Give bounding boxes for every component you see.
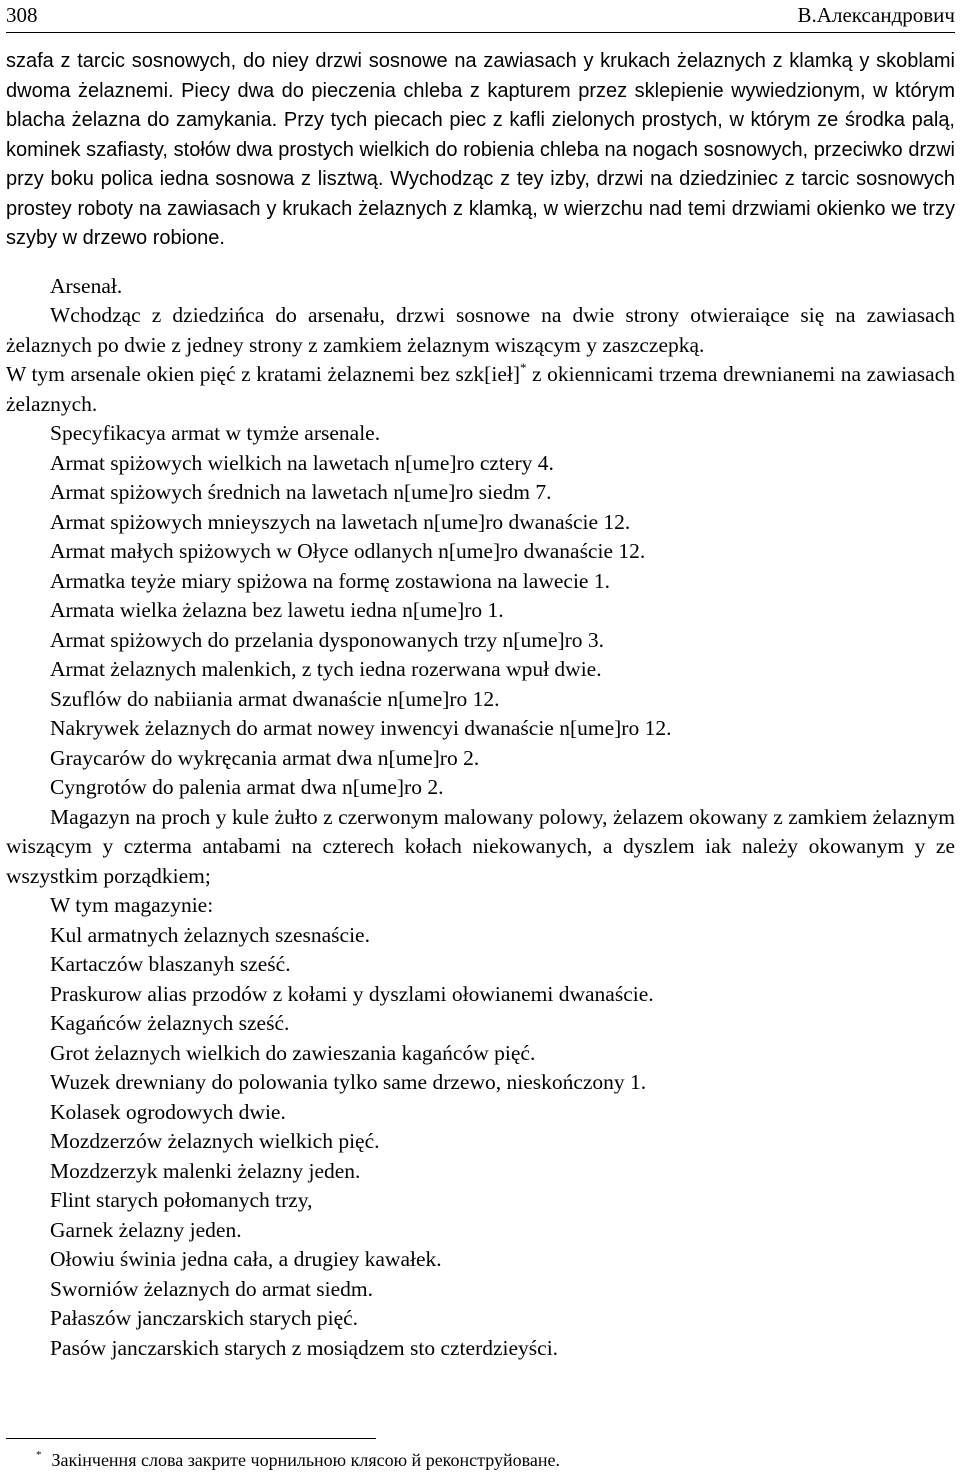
list-item: Sworniów żelaznych do armat siedm. — [50, 1276, 374, 1301]
list-item: Armat spiżowych mnieyszych na lawetach n[ume]ro dwanaście 12. — [50, 509, 631, 534]
list-item: Szuflów do nabiiania armat dwanaście n[ume]ro 12. — [50, 686, 500, 711]
list-item: Mozdzerzyk malenki żelazny jeden. — [50, 1158, 361, 1183]
windows-text-b: z okiennicami trzema drewnianemi na zawiasach żelaznych. — [6, 362, 955, 416]
list-item: Armatka teyże miary spiżowa na formę zostawiona na lawecie 1. — [50, 568, 610, 593]
list-item: Armata wielka żelazna bez lawetu iedna n[ume]ro 1. — [50, 598, 504, 622]
list-item: Kul armatnych żelaznych szesnaście. — [50, 922, 370, 947]
list-item: Kartaczów blaszanyh sześć. — [50, 952, 291, 976]
header-rule — [6, 32, 955, 33]
document-page — [6, 0, 955, 1363]
footnote-text: Закінчення слова закрите чорнильною клясою й реконструйоване. — [51, 1450, 560, 1470]
arsenal-entry-paragraph: Wchodząc z dziedzińca do arsenału, drzwi sosnowe na dwie strony otwieraiące się na zawiasach żelaznych po dwie z jedney strony z zamkiem żelaznym wiszącym y zaszczepką. — [6, 303, 955, 357]
list-item: Armat spiżowych wielkich na lawetach n[ume]ro cztery 4. — [50, 450, 554, 475]
list-item: Armat spiżowych średnich na lawetach n[ume]ro siedm 7. — [50, 480, 552, 504]
running-head-author: В.Александрович — [797, 3, 955, 27]
section-gap — [6, 254, 955, 272]
windows-text-a: W tym arsenale okien pięć z kratami żelaznemi bez szk[ieł] — [6, 362, 520, 386]
list-item: Pałaszów janczarskich starych pięć. — [50, 1306, 359, 1330]
footnote-rule — [6, 1438, 376, 1439]
list-item: Armat małych spiżowych w Ołyce odlanych n[ume]ro dwanaście 12. — [50, 539, 646, 563]
list-item: Armat żelaznych malenkich, z tych iedna rozerwana wpuł dwie. — [50, 657, 602, 681]
magazine-heading: W tym magazynie: — [50, 893, 214, 917]
list-item: Garnek żelazny jeden. — [50, 1217, 242, 1242]
intro-text-b: Przy tych piecach piec z kafli zielonych prostych, w którym ze środka palą, kominek szafiasty, stołów dwa prostych wielkich do robienia chleba na nogach sosnowych, przeciwko drzwi przy boku polica iedna sosnowa z lisztwą. Wychodząc z tey izby, drzwi na dziedziniec z tarcic sosnowych prostey roboty na zawiasach y krukach żelaznych z klamką, w wierzchu nad temi drzwiami okienko we trzy szyby w drzewo robione. — [6, 109, 955, 249]
arsenal-item-list — [6, 449, 955, 803]
list-item: Kolasek ogrodowych dwie. — [50, 1099, 286, 1124]
arsenal-heading: Arsenał. — [50, 273, 123, 298]
page-number: 308 — [6, 3, 38, 27]
list-item: Grot żelaznych wielkich do zawieszania kagańców pięć. — [50, 1040, 536, 1065]
list-item: Mozdzerzów żelaznych wielkich pięć. — [50, 1129, 380, 1153]
list-item: Pasów janczarskich starych z mosiądzem sto czterdzieyści. — [50, 1335, 559, 1360]
list-item: Flint starych połomanych trzy, — [50, 1188, 313, 1212]
list-item: Ołowiu świnia jedna cała, a drugiey kawałek. — [50, 1247, 442, 1271]
magazine-item-list — [6, 921, 955, 1364]
footnote-mark: * — [36, 1449, 42, 1461]
specification-heading: Specyfikacya armat w tymże arsenale. — [50, 421, 381, 445]
intro-text-a: szafa z tarcic sosnowych, do niey drzwi sosnowe na zawiasach y krukach żelaznych z klamką y skoblami dwoma żelaznemi. Piecy dwa do pieczenia chleba z kapturem przez sklepienie wywiedzionym, w którym blacha żelazna do zamykania. — [6, 50, 955, 131]
magazine-paragraph: Magazyn na proch y kule żułto z czerwonym malowany polowy, żelazem okowany z zamkiem żelaznym wiszącym y czterma antabami na czterech kołach niekowanych, a dyszlem iak należy okowanym y ze wszystkim porządkiem; — [6, 804, 955, 888]
list-item: Wuzek drewniany do polowania tylko same drzewo, nieskończony 1. — [50, 1070, 647, 1094]
intro-paragraph — [6, 47, 955, 254]
list-item: Nakrywek żelaznych do armat nowey inwencyi dwanaście n[ume]ro 12. — [50, 716, 672, 740]
footnote — [36, 1449, 560, 1471]
footnote-reference-mark: * — [520, 360, 527, 375]
arsenal-windows-paragraph — [6, 360, 955, 419]
list-item: Armat spiżowych do przelania dysponowanych trzy n[ume]ro 3. — [50, 627, 605, 652]
running-head — [6, 2, 955, 33]
list-item: Kagańców żelaznych sześć. — [50, 1011, 290, 1035]
list-item: Graycarów do wykręcania armat dwa n[ume]ro 2. — [50, 745, 480, 770]
list-item: Praskurow alias przodów z kołami y dyszlami ołowianemi dwanaście. — [50, 981, 654, 1006]
list-item: Cyngrotów do palenia armat dwa n[ume]ro 2. — [50, 775, 444, 799]
